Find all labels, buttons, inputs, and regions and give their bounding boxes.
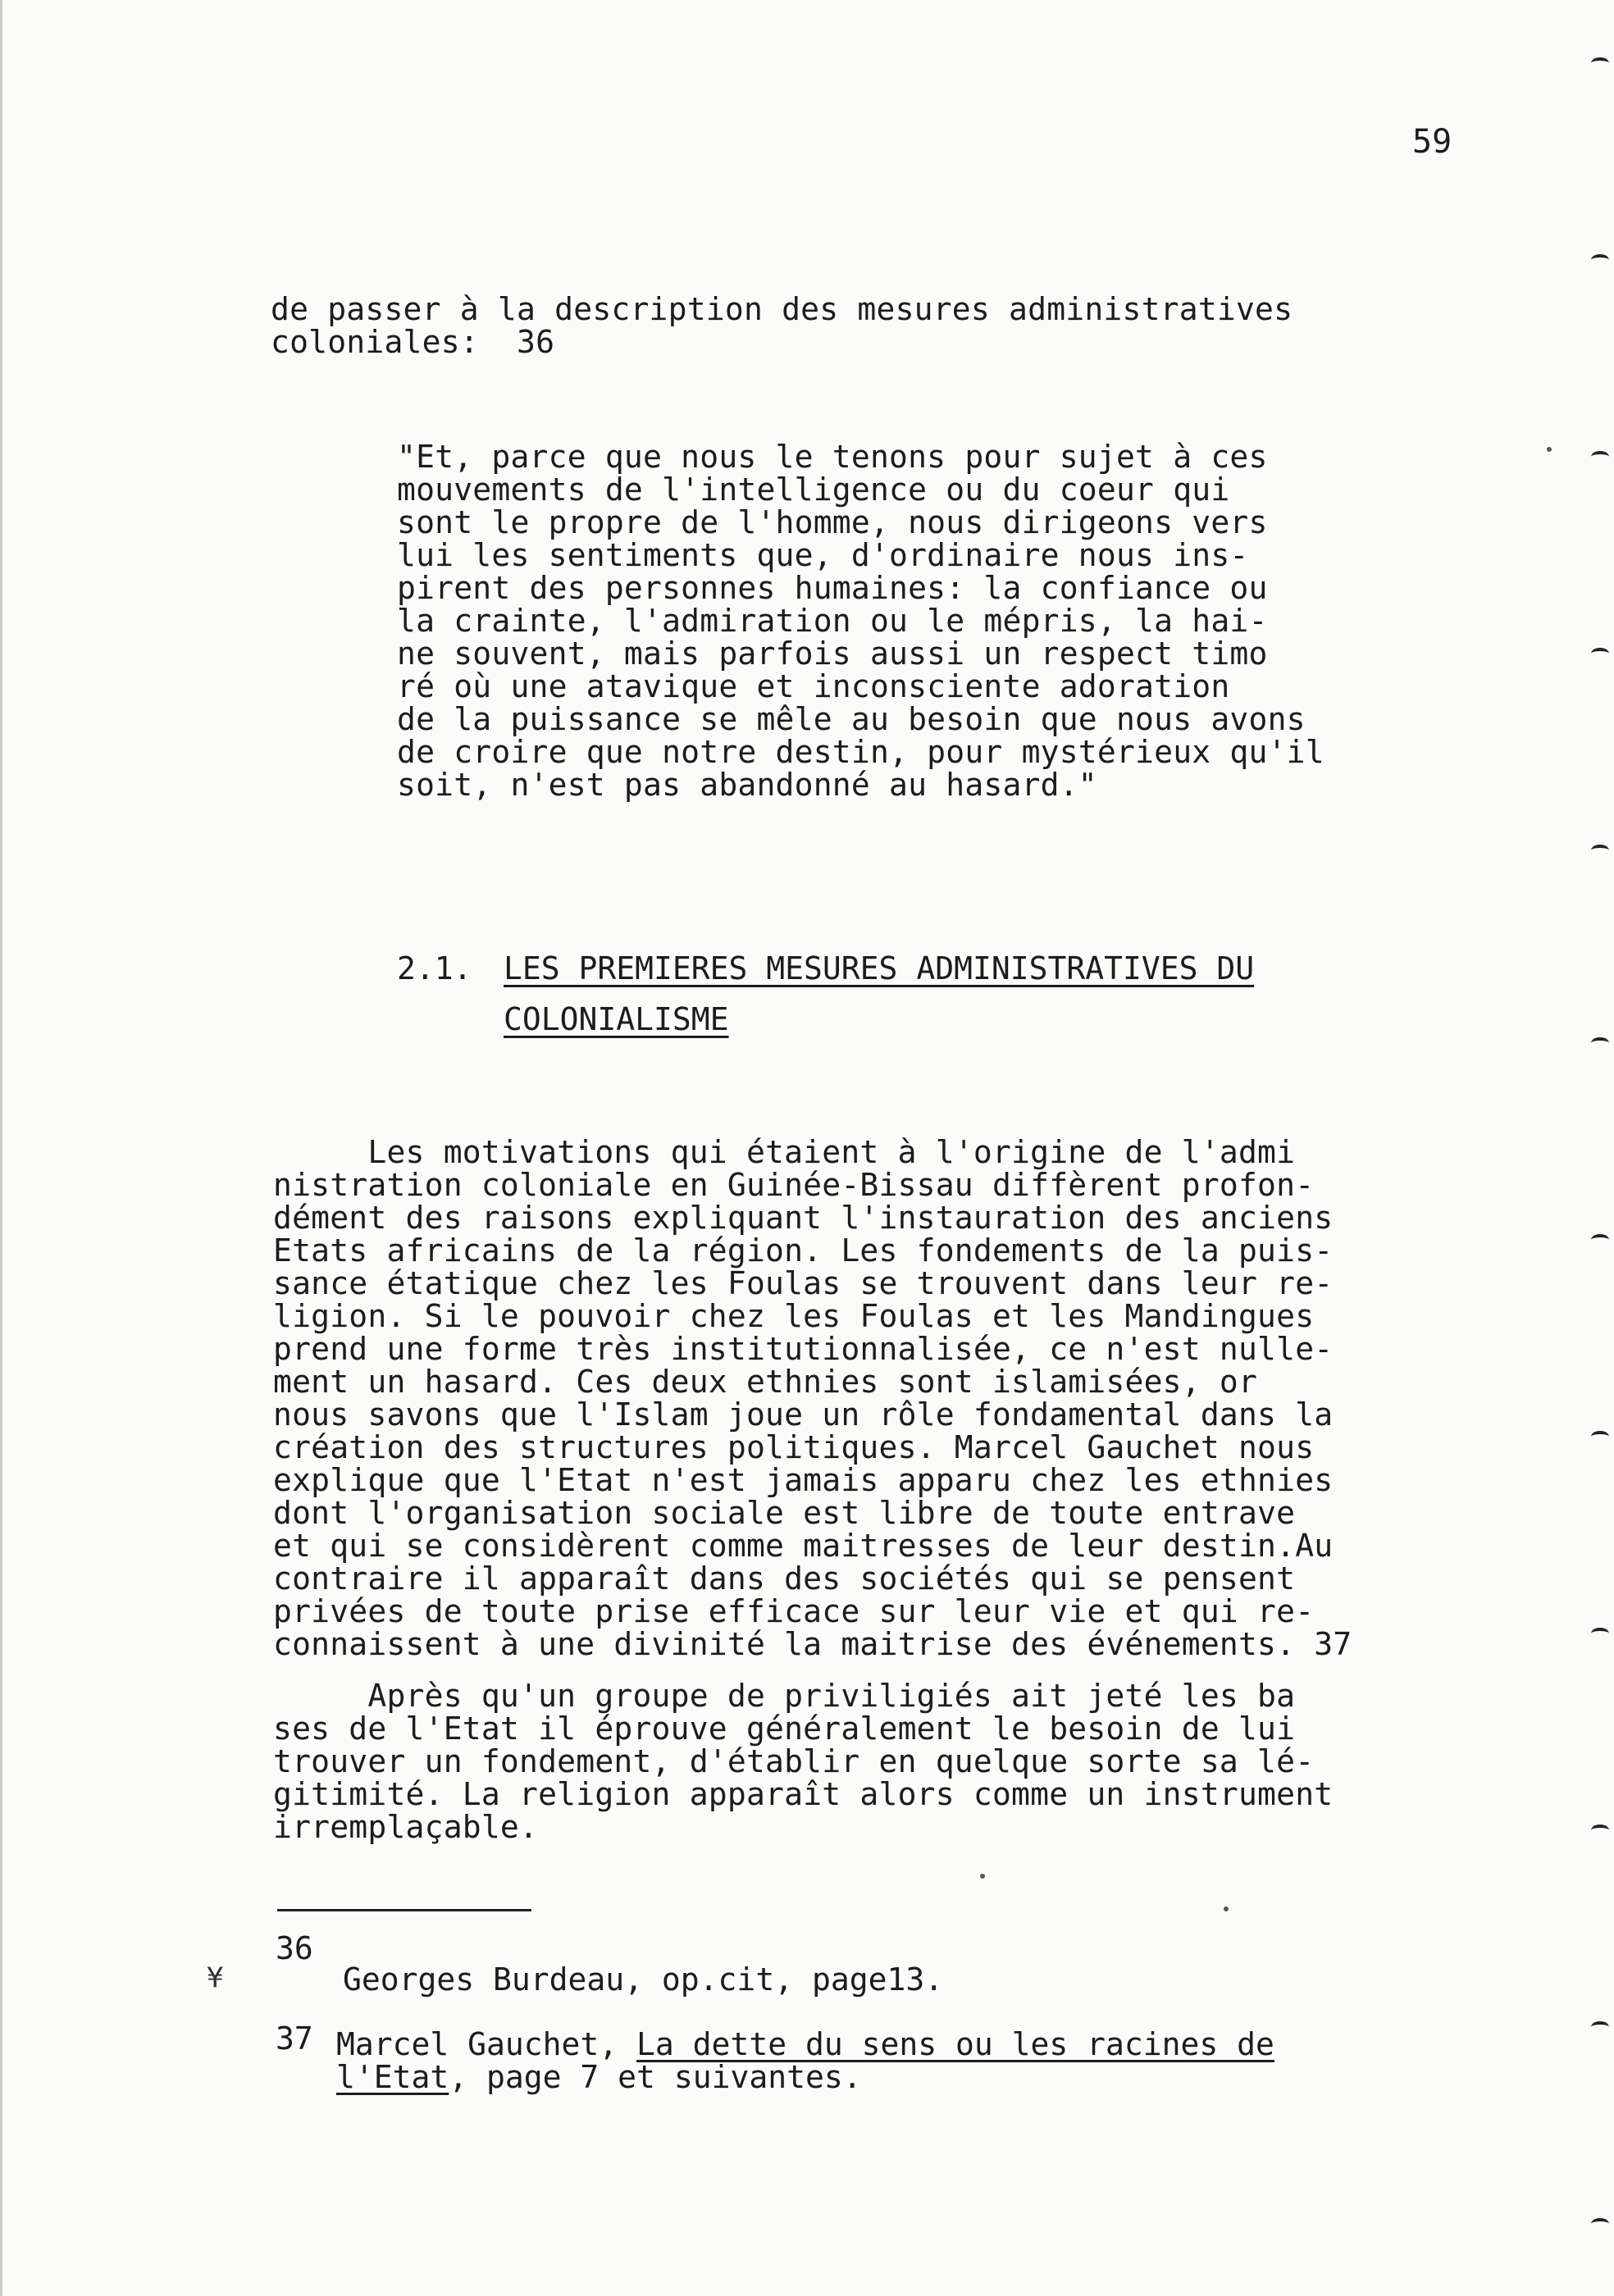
paragraph-line: et qui se considèrent comme maitresses de leur destin.Au [273, 1528, 1334, 1564]
paragraph-line: gitimité. La religion apparaît alors comme un instrument [273, 1776, 1334, 1812]
page-number: 59 [1412, 123, 1452, 161]
ink-speck [980, 1874, 985, 1879]
footnote-number: 36 [276, 1930, 313, 1966]
section-title-line-2: COLONIALISME [504, 1001, 729, 1037]
paragraph-2 [273, 1679, 1333, 1843]
paragraph-line: sance étatique chez les Foulas se trouvent dans leur re- [273, 1265, 1334, 1301]
binding-tick [1591, 451, 1609, 462]
footnote-book-title: La dette du sens ou les racines de [636, 2026, 1274, 2062]
binding-tick [1591, 845, 1609, 856]
quote-line: pirent des personnes humaines: la confiance ou [397, 570, 1268, 606]
binding-tick [1591, 2021, 1609, 2033]
binding-tick [1591, 2218, 1609, 2230]
margin-mark: ¥ [207, 1961, 224, 1994]
intro-line: de passer à la description des mesures administratives [271, 291, 1293, 327]
footnote-number: 37 [276, 2020, 313, 2057]
paragraph-line: Après qu'un groupe de priviligiés ait jeté les ba [273, 1678, 1296, 1714]
quote-line: ré où une atavique et inconsciente adoration [397, 668, 1230, 704]
ink-speck [1547, 447, 1552, 452]
binding-tick [1591, 1431, 1609, 1442]
paragraph-line: ses de l'Etat il éprouve généralement le besoin de lui [273, 1711, 1296, 1747]
intro-line: coloniales: 36 [271, 324, 555, 360]
quote-line: de croire que notre destin, pour mystérieux qu'il [397, 734, 1324, 770]
paragraph-line: prend une forme très institutionnalisée, ce n'est nulle- [273, 1331, 1334, 1367]
section-heading [397, 947, 1254, 1041]
footnote-rest: , page 7 et suivantes. [449, 2059, 862, 2095]
paragraph-line: privées de toute prise efficace sur leur vie et qui re- [273, 1593, 1315, 1629]
quote-line: la crainte, l'admiration ou le mépris, la hai- [397, 603, 1268, 639]
footnote-separator [277, 1909, 531, 1911]
quote-line: ne souvent, mais parfois aussi un respect timo [397, 636, 1268, 672]
binding-tick [1591, 254, 1609, 266]
binding-tick [1591, 57, 1609, 69]
quote-line: mouvements de l'intelligence ou du coeur qui [397, 472, 1230, 508]
quote-line: sont le propre de l'homme, nous dirigeons vers [397, 504, 1268, 540]
binding-tick [1591, 1037, 1609, 1049]
paragraph-line: nous savons que l'Islam joue un rôle fondamental dans la [273, 1396, 1334, 1433]
binding-tick [1591, 648, 1609, 659]
binding-tick [1591, 1628, 1609, 1639]
binding-tick [1591, 1234, 1609, 1246]
paragraph-1 [273, 1136, 1352, 1660]
paragraph-line: Etats africains de la région. Les fondements de la puis- [273, 1232, 1334, 1269]
page-edge [0, 0, 2, 2296]
footnote-author: Marcel Gauchet, [336, 2026, 637, 2062]
footnote-text [336, 2028, 1274, 2093]
paragraph-line: dont l'organisation sociale est libre de toute entrave [273, 1495, 1296, 1531]
paragraph-line: explique que l'Etat n'est jamais apparu chez les ethnies [273, 1462, 1334, 1498]
paragraph-line: dément des raisons expliquant l'instauration des anciens [273, 1200, 1334, 1236]
ink-speck [1224, 1906, 1229, 1911]
paragraph-line: trouver un fondement, d'établir en quelque sorte sa lé- [273, 1743, 1315, 1779]
quote-line: de la puissance se mêle au besoin que nous avons [397, 701, 1306, 737]
footnote-book-title: l'Etat [336, 2059, 449, 2095]
paragraph-line: création des structures politiques. Marcel Gauchet nous [273, 1429, 1315, 1465]
paragraph-line: ligion. Si le pouvoir chez les Foulas et les Mandingues [273, 1298, 1315, 1334]
quote-line: lui les sentiments que, d'ordinaire nous ins- [397, 537, 1249, 573]
paragraph-line: irremplaçable. [273, 1809, 539, 1845]
footnote-text: Georges Burdeau, op.cit, page13. [343, 1961, 944, 1998]
binding-tick [1591, 1824, 1609, 1836]
paragraph-line: nistration coloniale en Guinée-Bissau diffèrent profon- [273, 1167, 1315, 1203]
block-quote [397, 440, 1324, 801]
intro-text [271, 293, 1293, 358]
section-title-line-1: LES PREMIERES MESURES ADMINISTRATIVES DU [504, 950, 1255, 986]
quote-line: soit, n'est pas abandonné au hasard." [397, 767, 1097, 803]
paragraph-line: connaissent à une divinité la maitrise des événements. 37 [273, 1626, 1352, 1662]
section-number: 2.1. [397, 950, 472, 986]
quote-line: "Et, parce que nous le tenons pour sujet à ces [397, 439, 1268, 475]
paragraph-line: Les motivations qui étaient à l'origine de l'admi [273, 1134, 1296, 1170]
paragraph-line: contraire il apparaît dans des sociétés qui se pensent [273, 1560, 1296, 1597]
paragraph-line: ment un hasard. Ces deux ethnies sont islamisées, or [273, 1364, 1258, 1400]
